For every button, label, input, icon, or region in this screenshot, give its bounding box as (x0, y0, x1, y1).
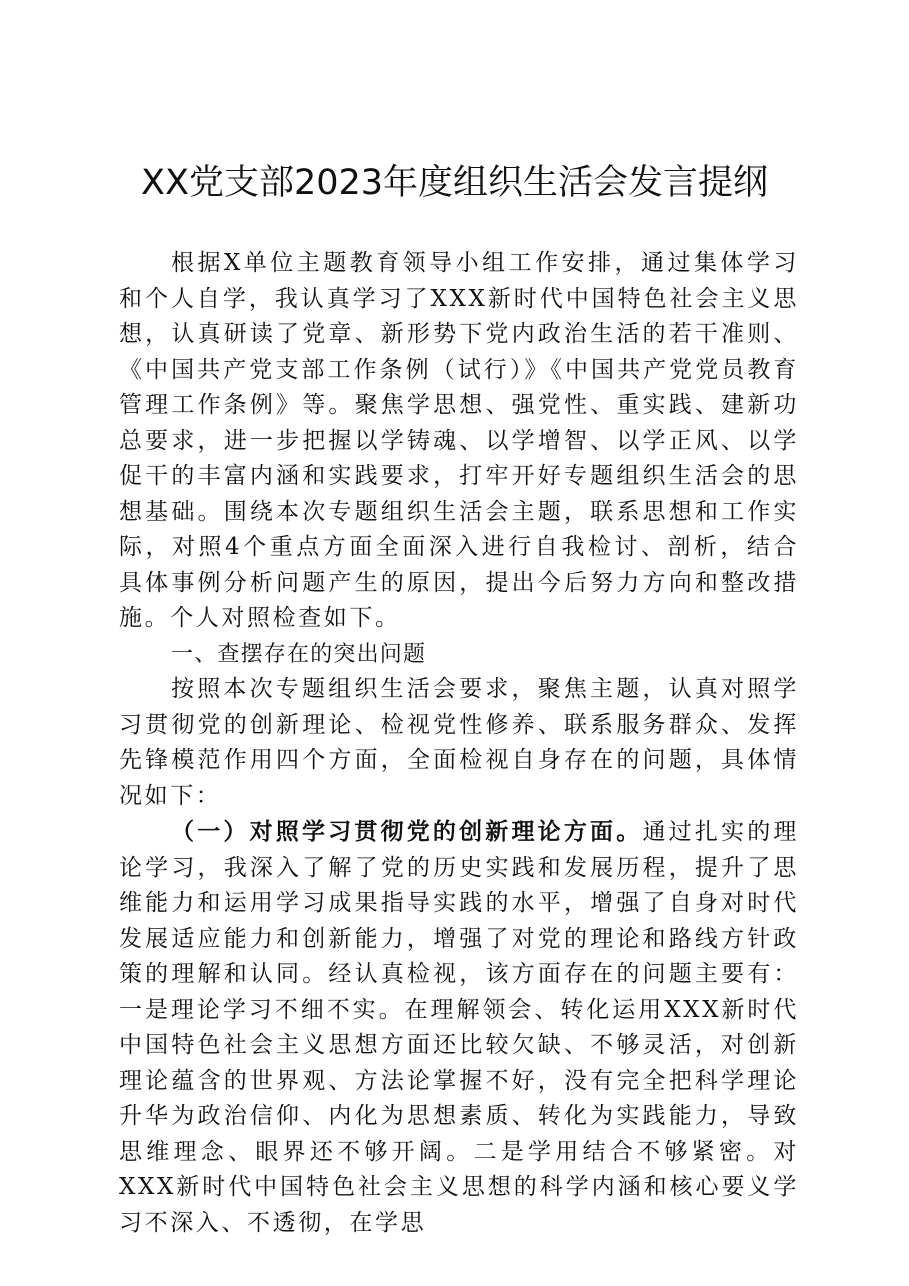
document-title: XX党支部2023年度组织生活会发言提纲 (140, 163, 769, 203)
intro-paragraph: 根据X单位主题教育领导小组工作安排，通过集体学习和个人自学，我认真学习了XXX新时代中国特色社会主义思想，认真研读了党章、新形势下党内政治生活的若干准则、《中国共产党支部工作条例（试行）》《中国共产党党员教育管理工作条例》等。聚焦学思想、强党性、重实践、建新功总要求，进一步把握以学铸魂、以学增智、以学正风、以学促干的丰富内涵和实践要求，打牢开好专题组织生活会的思想基础。围绕本次专题组织生活会主题，联系思想和工作实际，对照4个重点方面全面深入进行自我检讨、剖析，结合具体事例分析问题产生的原因，提出今后努力方向和整改措施。个人对照检查如下。 (119, 250, 799, 631)
section-heading-problems: 一、查摆存在的突出问题 (171, 641, 427, 667)
subsection-paragraph-theory (119, 814, 799, 1241)
subsection-body-theory: 通过扎实的理论学习，我深入了解了党的历史实践和发展历程，提升了思维能力和运用学习成果指导实践的水平，增强了自身对时代发展适应能力和创新能力，增强了对党的理论和路线方针政策的理解和认同。经认真检视，该方面存在的问题主要有：一是理论学习不细不实。在理解领会、转化运用XXX新时代中国特色社会主义思想方面还比较欠缺、不够灵活，对创新理论蕴含的世界观、方法论掌握不好，没有完全把科学理论升华为政治信仰、内化为思想素质、转化为实践能力，导致思维理念、眼界还不够开阔。二是学用结合不够紧密。对XXX新时代中国特色社会主义思想的科学内涵和核心要义学习不深入、不透彻，在学思 (119, 819, 799, 1236)
document-body (119, 246, 799, 1241)
subsection-heading-theory: （一）对照学习贯彻党的创新理论方面。 (171, 818, 643, 845)
section-intro-paragraph: 按照本次专题组织生活会要求，聚焦主题，认真对照学习贯彻党的创新理论、检视党性修养、联系服务群众、发挥先锋模范作用四个方面，全面检视自身存在的问题，具体情况如下： (119, 676, 799, 809)
